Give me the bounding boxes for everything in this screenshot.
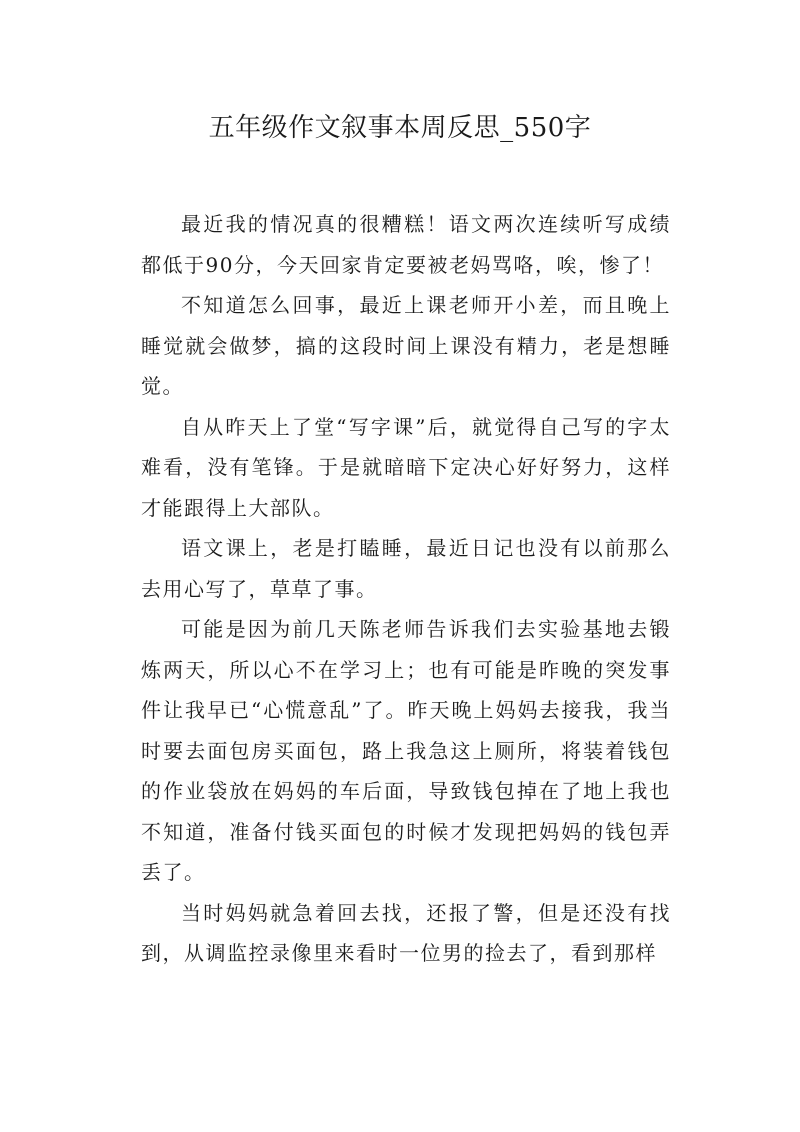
paragraph: 当时妈妈就急着回去找，还报了警，但是还没有找到，从调监控录像里来看时一位男的捡去了，看到那样 (141, 900, 671, 965)
paragraph: 语文课上，老是打瞌睡，最近日记也没有以前那么去用心写了，草草了事。 (141, 536, 671, 601)
paragraph: 自从昨天上了堂“写字课”后，就觉得自己写的字太难看，没有笔锋。于是就暗暗下定决心好好努力，这样才能跟得上大部队。 (141, 414, 671, 520)
paragraph: 最近我的情况真的很糟糕！语文两次连续听写成绩都低于90分，今天回家肯定要被老妈骂咯，唉，惨了！ (141, 212, 671, 277)
document-body (141, 204, 671, 974)
paragraph: 不知道怎么回事，最近上课老师开小差，而且晚上睡觉就会做梦，搞的这段时间上课没有精力，老是想睡觉。 (141, 293, 671, 398)
paragraph: 可能是因为前几天陈老师告诉我们去实验基地去锻炼两天，所以心不在学习上；也有可能是昨晚的突发事件让我早已“心慌意乱”了。昨天晚上妈妈去接我，我当时要去面包房买面包，路上我急这上厕所，将装着钱包的作业袋放在妈妈的车后面，导致钱包掉在了地上我也不知道，准备付钱买面包的时候才发现把妈妈的钱包弄丢了。 (141, 617, 671, 884)
document-title: 五年级作文叙事本周反思_550字 (208, 113, 592, 143)
